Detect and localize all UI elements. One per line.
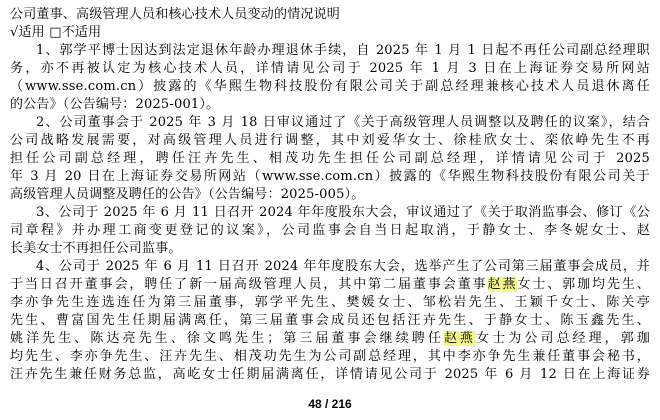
paragraph-line (10, 276, 650, 294)
text-segment: 姚洋先生、陈达亮先生、徐文鸣先生；第三届董事会继续聘任 (10, 331, 444, 346)
paragraph-line: 2、公司董事会于 2025 年 3 月 18 日审议通过了《关于高级管理人员调整以及聘任的议案》，结合 (36, 115, 650, 130)
paragraph-line: 先生、曹富国先生任期届满离任，第三届董事会成员还包括汪卉先生、于静女士、陈玉鑫先生、 (10, 313, 650, 328)
highlighted-name: 赵燕 (443, 331, 477, 346)
paragraph-line: 年 3 月 20 日在上海证券交易所网站（www.sse.com.cn）披露的《华熙生物科技股份有限公司关于 (10, 169, 650, 184)
paragraph-line: 李亦争先生连选连任为第三届董事，郭学平先生、樊媛女士、邹松岩先生、王颖千女士、陈关亭 (10, 295, 650, 310)
paragraph-line: 的公告》（公告编号：2025-001）。 (10, 97, 220, 112)
paragraph-line: 高级管理人员调整及聘任的公告》（公告编号：2025-005）。 (10, 187, 365, 202)
paragraph-line: 4、公司于 2025 年 6 月 11 日召开 2024 年年度股东大会，选举产生了公司第三届董事会成员，并 (36, 259, 650, 274)
paragraph-line: 均先生、李亦争先生、汪卉先生、相茂功先生为公司副总经理，其中李亦争先生兼任董事会秘书， (10, 349, 650, 364)
text-segment: 于当日召开董事会，聘任了新一届高级管理人员，其中第二届董事会董事 (10, 277, 488, 292)
paragraph-line: 长美女士不再担任公司监事。 (10, 241, 182, 256)
paragraph-line: 担任公司副总经理，聘任汪卉先生、相茂功先生担任公司副总经理，详情请见公司于 2025 (10, 151, 650, 166)
page-number: 48 / 216 (308, 397, 352, 411)
applicability-options: √适用 □不适用 (10, 25, 102, 40)
paragraph-line: 务，亦不再被认定为核心技术人员，详情请见公司于 2025 年 1 月 3 日在上海证券交易所网站 (10, 61, 650, 76)
text-segment: 女士为公司总经理，郭珈 (476, 331, 650, 346)
paragraph-line: 汪卉先生兼任财务总监，高屹女士任期届满离任，详情请见公司于 2025 年 6 月 12 日在上海证券 (10, 367, 650, 382)
section-title: 公司董事、高级管理人员和核心技术人员变动的情况说明 (10, 7, 341, 22)
text-segment: 女士、郭珈均先生、 (517, 277, 650, 292)
paragraph-line: 1、郭学平博士因达到法定退休年龄办理退休手续，自 2025 年 1 月 1 日起不再任公司副总经理职 (36, 43, 650, 58)
paragraph-line: （www.sse.com.cn）披露的《华熙生物科技股份有限公司关于副总经理兼核心技术人员退休离任 (10, 79, 650, 94)
paragraph-line: 司章程》并办理工商变更登记的议案》，公司监事会自当日起取消，于静女士、李冬妮女士、赵 (10, 223, 650, 238)
paragraph-line: 3、公司于 2025 年 6 月 11 日召开 2024 年年度股东大会，审议通过了《关于取消监事会、修订《公 (36, 205, 650, 220)
highlighted-name: 赵燕 (487, 277, 518, 292)
paragraph-line (10, 330, 650, 348)
paragraph-line: 公司战略发展需要，对高级管理人员进行调整，其中刘爱华女士、徐桂欣女士、栾依峥先生不再 (10, 133, 650, 148)
